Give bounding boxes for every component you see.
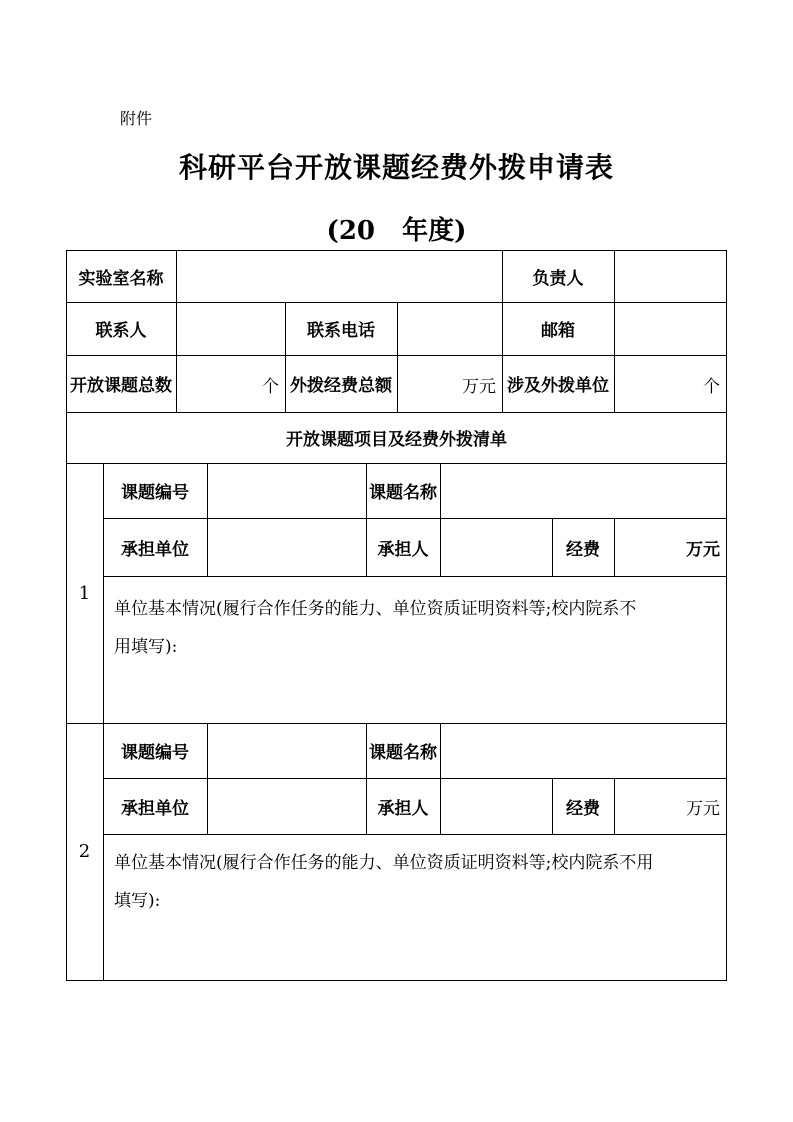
form-year: (20 年度) xyxy=(326,216,467,246)
funds-total-label: 外拨经费总额 xyxy=(290,376,392,396)
project-fund-label: 经费 xyxy=(566,539,600,560)
phone-label: 联系电话 xyxy=(307,321,375,341)
project-list-title: 开放课题项目及经费外拨清单 xyxy=(286,430,507,450)
project-code-label: 课题编号 xyxy=(121,483,189,503)
units-count-field[interactable]: 个 xyxy=(703,376,720,397)
project-name-label: 课题名称 xyxy=(369,743,437,763)
email-field[interactable] xyxy=(615,303,726,355)
unit-info-text: 填写): xyxy=(114,891,161,911)
phone-field[interactable] xyxy=(398,303,502,355)
project-code-label: 课题编号 xyxy=(121,743,189,763)
project-person-label: 承担人 xyxy=(377,798,429,819)
project-code-field[interactable] xyxy=(208,464,366,518)
project-person-field[interactable] xyxy=(441,519,552,576)
project-code-field[interactable] xyxy=(208,724,366,778)
project-unit-label: 承担单位 xyxy=(121,539,189,560)
leader-field[interactable] xyxy=(615,251,726,302)
project-name-field[interactable] xyxy=(441,464,726,518)
topics-count-field[interactable]: 个 xyxy=(262,376,279,397)
unit-info-text: 单位基本情况(履行合作任务的能力、单位资质证明资料等;校内院系不用 xyxy=(114,853,654,873)
project-unit-field[interactable] xyxy=(208,519,366,576)
project-unit-field[interactable] xyxy=(208,779,366,834)
lab-name-field[interactable] xyxy=(177,251,502,302)
unit-info-area[interactable] xyxy=(104,576,726,723)
project-index: 1 xyxy=(78,582,91,604)
leader-label: 负责人 xyxy=(532,268,584,289)
funds-total-field[interactable]: 万元 xyxy=(462,376,496,397)
form-title: 科研平台开放课题经费外拨申请表 xyxy=(178,151,614,184)
table-border-bottom xyxy=(66,980,727,981)
contact-label: 联系人 xyxy=(95,321,147,341)
table-border-right xyxy=(726,250,727,981)
lab-name-label: 实验室名称 xyxy=(78,268,164,289)
topics-count-label: 开放课题总数 xyxy=(70,376,172,396)
project-fund-field[interactable]: 万元 xyxy=(686,799,720,819)
attachment-label: 附件 xyxy=(120,109,153,128)
email-label: 邮箱 xyxy=(541,321,575,341)
project-name-label: 课题名称 xyxy=(369,483,437,503)
unit-info-area[interactable] xyxy=(104,834,726,980)
unit-info-text: 用填写): xyxy=(114,637,178,657)
contact-field[interactable] xyxy=(177,303,285,355)
project-unit-label: 承担单位 xyxy=(121,798,189,819)
project-person-field[interactable] xyxy=(441,779,552,834)
project-person-label: 承担人 xyxy=(377,539,429,560)
project-fund-field[interactable]: 万元 xyxy=(686,540,720,560)
units-count-label: 涉及外拨单位 xyxy=(507,376,609,396)
unit-info-text: 单位基本情况(履行合作任务的能力、单位资质证明资料等;校内院系不 xyxy=(114,599,637,619)
project-fund-label: 经费 xyxy=(566,798,600,819)
project-name-field[interactable] xyxy=(441,724,726,778)
project-index: 2 xyxy=(78,841,91,862)
